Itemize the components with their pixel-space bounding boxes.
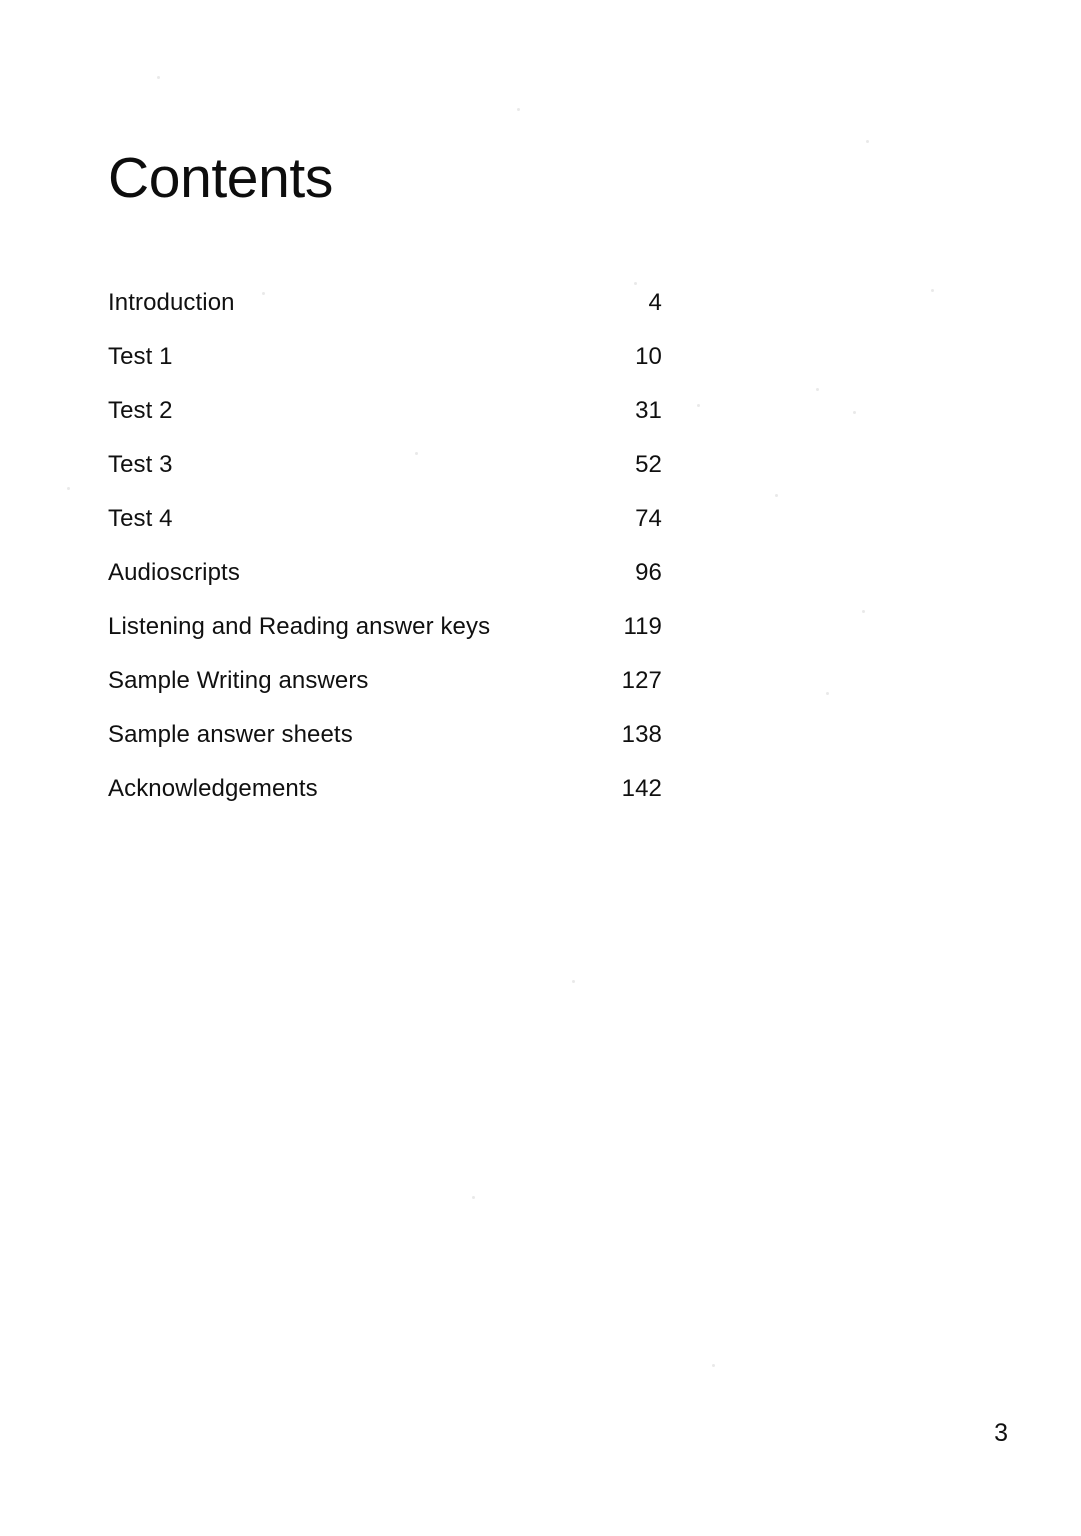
scan-speckle bbox=[931, 289, 934, 292]
toc-entry-page-number: 52 bbox=[635, 451, 662, 478]
toc-entry-label: Introduction bbox=[108, 289, 235, 316]
toc-entry-listening-and-reading-answer-keys[interactable] bbox=[108, 612, 662, 666]
scan-speckle bbox=[712, 1364, 715, 1367]
toc-entry-sample-answer-sheets[interactable] bbox=[108, 720, 662, 774]
toc-entry-sample-writing-answers[interactable] bbox=[108, 666, 662, 720]
toc-entry-page-number: 74 bbox=[635, 505, 662, 532]
scan-speckle bbox=[697, 404, 700, 407]
scan-speckle bbox=[826, 692, 829, 695]
toc-entry-test-2[interactable] bbox=[108, 396, 662, 450]
toc-entry-page-number: 31 bbox=[635, 397, 662, 424]
table-of-contents bbox=[108, 288, 662, 828]
toc-entry-acknowledgements[interactable] bbox=[108, 774, 662, 828]
toc-entry-label: Sample answer sheets bbox=[108, 721, 353, 748]
toc-entry-page-number: 10 bbox=[635, 343, 662, 370]
scan-speckle bbox=[472, 1196, 475, 1199]
scan-speckle bbox=[634, 282, 637, 285]
scan-speckle bbox=[816, 388, 819, 391]
toc-entry-introduction[interactable] bbox=[108, 288, 662, 342]
toc-entry-page-number: 96 bbox=[635, 559, 662, 586]
toc-entry-label: Acknowledgements bbox=[108, 775, 318, 802]
scan-speckle bbox=[572, 980, 575, 983]
toc-entry-label: Sample Writing answers bbox=[108, 667, 369, 694]
toc-entry-label: Test 2 bbox=[108, 397, 173, 424]
toc-entry-test-1[interactable] bbox=[108, 342, 662, 396]
toc-entry-page-number: 4 bbox=[648, 289, 662, 316]
toc-entry-page-number: 119 bbox=[623, 613, 662, 640]
toc-entry-label: Test 3 bbox=[108, 451, 173, 478]
toc-entry-test-3[interactable] bbox=[108, 450, 662, 504]
footer-page-number: 3 bbox=[994, 1419, 1008, 1447]
scan-speckle bbox=[862, 610, 865, 613]
toc-entry-page-number: 127 bbox=[621, 667, 662, 694]
scan-speckle bbox=[853, 411, 856, 414]
scan-speckle bbox=[775, 494, 778, 497]
toc-entry-audioscripts[interactable] bbox=[108, 558, 662, 612]
page-title: Contents bbox=[108, 146, 333, 210]
toc-entry-label: Test 1 bbox=[108, 343, 173, 370]
toc-entry-label: Listening and Reading answer keys bbox=[108, 613, 491, 640]
toc-entry-test-4[interactable] bbox=[108, 504, 662, 558]
scan-speckle bbox=[517, 108, 520, 111]
scan-speckle bbox=[67, 487, 70, 490]
toc-entry-page-number: 142 bbox=[621, 775, 662, 802]
toc-entry-page-number: 138 bbox=[621, 721, 662, 748]
scan-speckle bbox=[866, 140, 869, 143]
toc-entry-label: Test 4 bbox=[108, 505, 173, 532]
scan-speckle bbox=[157, 76, 160, 79]
toc-entry-label: Audioscripts bbox=[108, 559, 240, 586]
